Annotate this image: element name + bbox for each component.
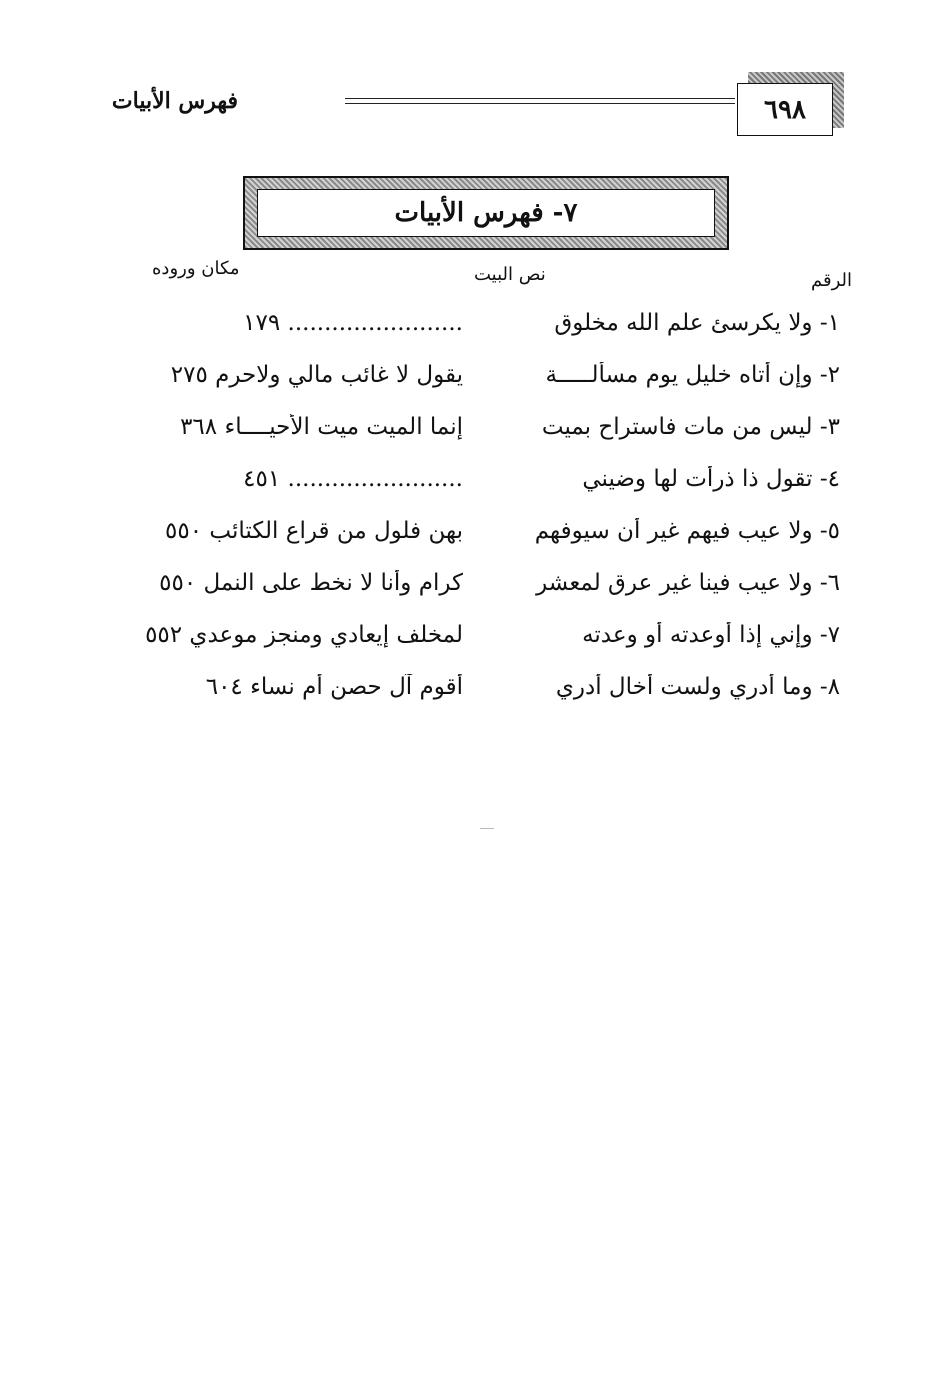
verse-row xyxy=(0,518,948,566)
verse-text: ٣- ليس من مات فاستراح بميت xyxy=(541,414,840,440)
verse-row xyxy=(0,362,948,410)
verse-text: ٤- تقول ذا ذرأت لها وضيني xyxy=(582,466,840,492)
verse-row xyxy=(0,414,948,462)
verse-location: لمخلف إيعادي ومنجز موعدي ٥٥٢ xyxy=(145,622,463,648)
verse-text: ٨- وما أدري ولست أخال أدري xyxy=(555,674,840,700)
verse-row xyxy=(0,310,948,358)
page-number: ٦٩٨ xyxy=(737,83,833,136)
verse-location: ........................ ١٧٩ xyxy=(243,310,463,336)
verse-row xyxy=(0,466,948,514)
scan-mark xyxy=(480,828,494,829)
verse-location: بهن فلول من قراع الكتائب ٥٥٠ xyxy=(165,518,463,544)
verse-location: ........................ ٤٥١ xyxy=(243,466,463,492)
section-title: ٧- فهرس الأبيات xyxy=(257,189,715,237)
verse-location: إنما الميت ميت الأحيــــاء ٣٦٨ xyxy=(180,414,463,440)
column-header-location: مكان وروده xyxy=(152,258,240,279)
verse-text: ٢- وإن أتاه خليل يوم مسألـــــة xyxy=(545,362,840,388)
verse-text: ٥- ولا عيب فيهم غير أن سيوفهم xyxy=(534,518,840,544)
verse-text: ٦- ولا عيب فينا غير عرق لمعشر xyxy=(536,570,840,596)
verse-location: أقوم آل حصن أم نساء ٦٠٤ xyxy=(205,674,463,700)
column-header-number: الرقم xyxy=(810,270,852,291)
verse-row xyxy=(0,622,948,670)
verse-text: ٧- وإني إذا أوعدته أو وعدته xyxy=(582,622,840,648)
running-title: فهرس الأبيات xyxy=(111,88,239,114)
verse-row xyxy=(0,674,948,722)
column-header-verse: نص البيت xyxy=(474,264,546,285)
verse-location: كرام وأنا لا نخط على النمل ٥٥٠ xyxy=(159,570,463,596)
verse-row xyxy=(0,570,948,618)
verse-location: يقول لا غائب مالي ولاحرم ٢٧٥ xyxy=(170,362,463,388)
verse-text: ١- ولا يكرسئ علم الله مخلوق xyxy=(554,310,840,336)
